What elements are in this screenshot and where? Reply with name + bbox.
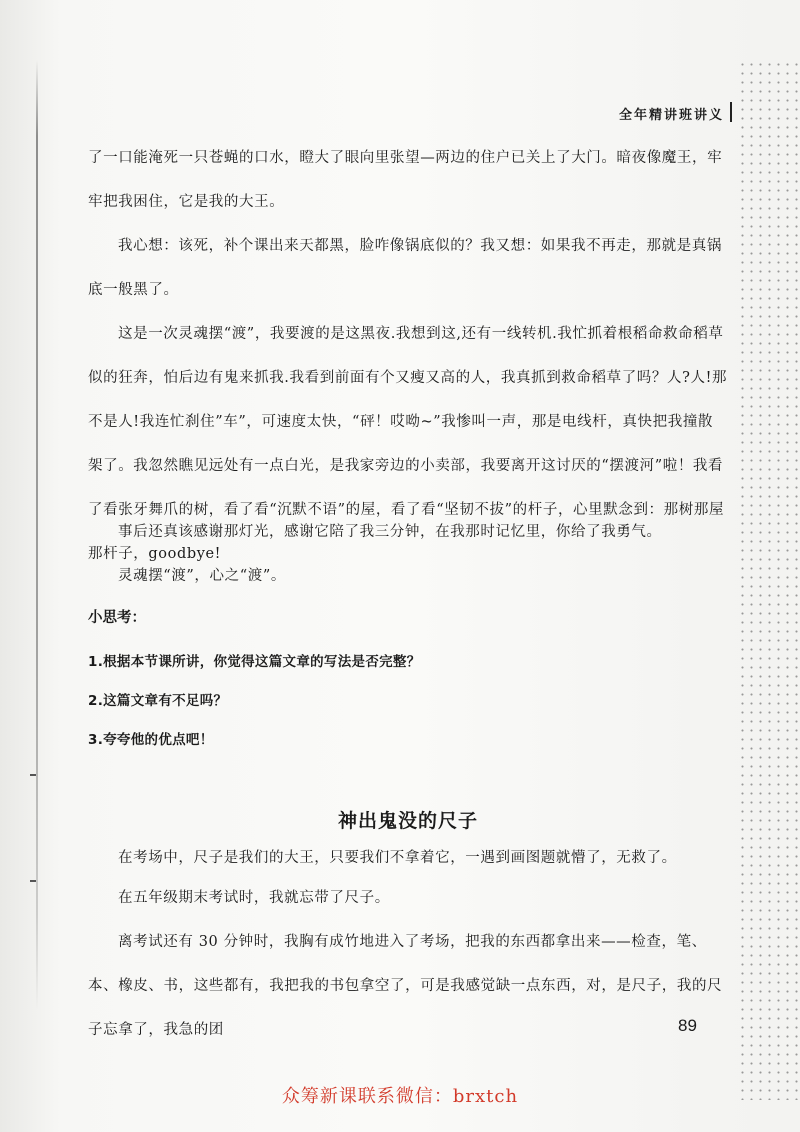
contact-watermark: 众筹新课联系微信：brxtch <box>281 1086 519 1107</box>
article-paragraph: 了一口能淹死一只苍蝇的口水，瞪大了眼向里张望—两边的住户已关上了大门。暗夜像魔王，牢牢把我困住，它是我的大王。 <box>88 150 723 210</box>
article-title: 神出鬼没的尺子 <box>337 810 478 832</box>
article-paragraph: 离考试还有 30 分钟时，我胸有成竹地进入了考场，把我的东西都拿出来——检查，笔、本、橡皮、书，这些都有，我把我的书包拿空了，可是我感觉缺一点东西，对，是尺子，我的尺子忘拿了，我急的团 <box>88 934 723 1038</box>
reflection-question: 2.这篇文章有不足吗？ <box>88 693 228 709</box>
binding-edge-line <box>36 60 38 1010</box>
article-paragraph: 事后还真该感谢那灯光，感谢它陪了我三分钟，在我那时记忆里，你给了我勇气。 <box>118 524 662 540</box>
article-paragraph: 我心想：该死，补个课出来天都黑，脸咋像锅底似的？我又想：如果我不再走，那就是真锅底一般黑了。 <box>88 238 722 298</box>
page-header-title: 全年精讲班讲义 <box>619 104 724 123</box>
page-number: 89 <box>678 1016 697 1035</box>
dotted-margin-pattern <box>738 60 800 1100</box>
reflection-label: 小思考： <box>88 610 146 626</box>
article-paragraph: 在五年级期末考试时，我就忘带了尺子。 <box>118 890 390 906</box>
article-paragraph: 在考场中，尺子是我们的大王，只要我们不拿着它，一遇到画图题就懵了，无救了。 <box>118 850 677 866</box>
reflection-question: 3.夸夸他的优点吧！ <box>88 732 214 748</box>
reflection-question: 1.根据本节课所讲，你觉得这篇文章的写法是否完整？ <box>88 654 421 670</box>
article-paragraph: 这是一次灵魂摆“渡”，我要渡的是这黑夜.我想到这,还有一线转机.我忙抓着根稻命救命稻草似的狂奔，怕后边有鬼来抓我.我看到前面有个又瘦又高的人，我真抓到救命稻草了吗？人?人!那不是人!我连忙刹住”车”，可速度太快，“砰！哎呦~”我惨叫一声，那是电线杆，真快把我撞散架了。我忽然瞧见远处有一点白光，是我家旁边的小卖部，我要离开这讨厌的“摆渡河”啦！我看了看张牙舞爪的树，看了看“沉默不语”的屋，看了看“坚韧不拔”的杆子，心里默念到：那树那屋那杆子，goodbye! <box>88 326 728 562</box>
article-paragraph: 灵魂摆“渡”，心之“渡”。 <box>118 568 286 584</box>
